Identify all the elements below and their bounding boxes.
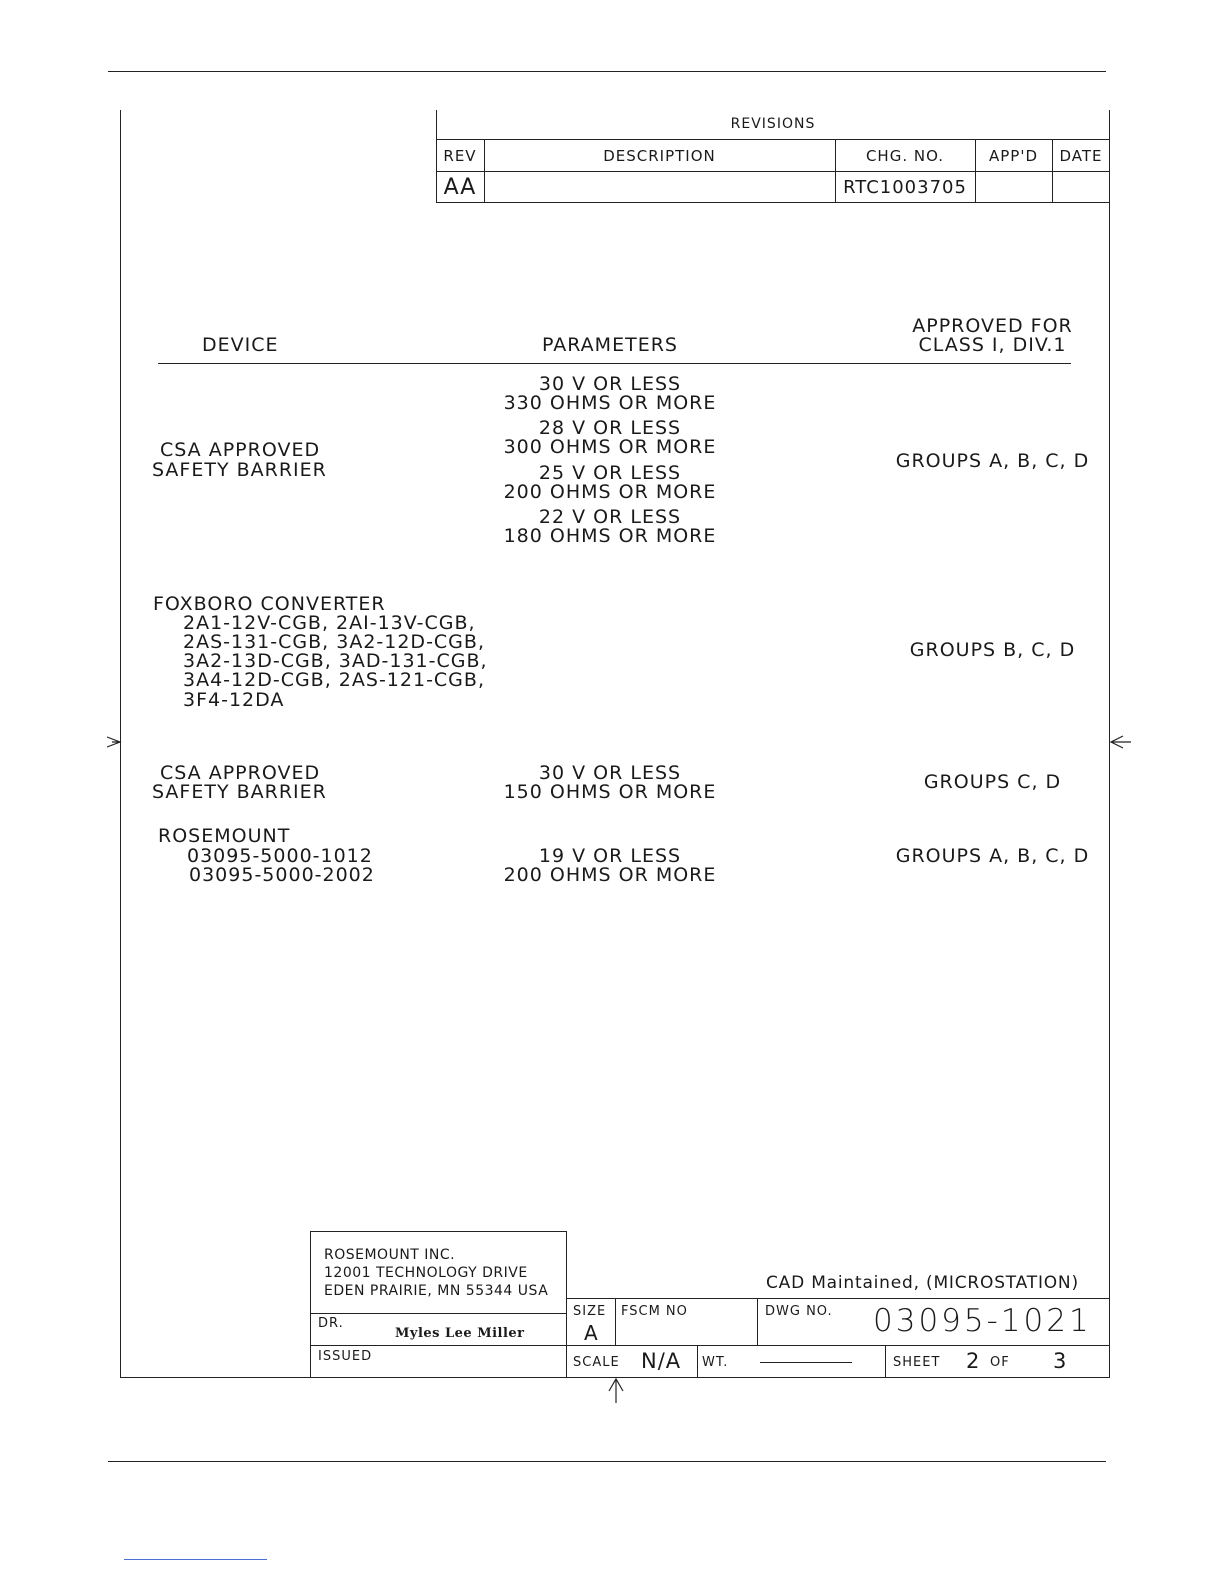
device-line: 03095-5000-1012 — [187, 845, 373, 867]
parameter-line: 19 V OR LESS — [538, 845, 682, 867]
device-line: 03095-5000-2002 — [189, 864, 375, 886]
header-underline — [158, 363, 1071, 364]
groups-value: GROUPS B, C, D — [909, 639, 1076, 661]
chg-no-header: CHG. NO. — [865, 147, 945, 165]
device-column-header: DEVICE — [202, 334, 279, 356]
parameter-line: 28 V OR LESS — [538, 417, 682, 439]
parameter-line: 150 OHMS OR MORE — [503, 781, 717, 803]
left-center-marker-icon — [106, 734, 122, 750]
device-line: CSA APPROVED — [160, 439, 321, 461]
description-header: DESCRIPTION — [603, 147, 716, 165]
parameter-line: 25 V OR LESS — [538, 462, 682, 484]
top-page-rule — [108, 71, 1106, 72]
parameter-line: 200 OHMS OR MORE — [503, 864, 717, 886]
footer-link-underline — [124, 1559, 267, 1560]
size-value: A — [584, 1321, 599, 1345]
parameter-line: 30 V OR LESS — [538, 373, 682, 395]
parameters-column-header: PARAMETERS — [542, 334, 678, 356]
device-line: FOXBORO CONVERTER — [153, 593, 386, 615]
rev-header: REV — [443, 147, 477, 165]
right-center-marker-icon — [1109, 734, 1133, 750]
dwg-no-label: DWG NO. — [765, 1304, 833, 1319]
scale-value: N/A — [641, 1349, 682, 1373]
groups-value: GROUPS A, B, C, D — [895, 450, 1090, 472]
parameter-line: 22 V OR LESS — [538, 506, 682, 528]
parameter-line: 180 OHMS OR MORE — [503, 525, 717, 547]
appd-header: APP'D — [988, 147, 1039, 165]
cad-maintained-note: CAD Maintained, (MICROSTATION) — [766, 1273, 1079, 1293]
dr-label: DR. — [318, 1316, 344, 1331]
weight-blank-line — [760, 1362, 852, 1363]
bottom-center-marker-icon — [607, 1377, 625, 1405]
device-line: CSA APPROVED — [160, 762, 321, 784]
approved-header-line1: APPROVED FOR — [912, 315, 1073, 337]
sheet-total: 3 — [1053, 1349, 1068, 1373]
company-line: ROSEMOUNT INC. — [324, 1247, 456, 1263]
of-label: OF — [990, 1355, 1010, 1370]
device-line: 3F4-12DA — [183, 689, 285, 711]
revisions-title: REVISIONS — [730, 116, 816, 132]
scale-label: SCALE — [573, 1355, 620, 1370]
fscm-label: FSCM NO — [621, 1304, 688, 1319]
date-header: DATE — [1059, 147, 1103, 165]
device-line: 3A4-12D-CGB, 2AS-121-CGB, — [183, 669, 485, 691]
device-line: 3A2-13D-CGB, 3AD-131-CGB, — [183, 650, 488, 672]
sheet-label: SHEET — [893, 1355, 941, 1370]
parameter-line: 200 OHMS OR MORE — [503, 481, 717, 503]
parameter-line: 330 OHMS OR MORE — [503, 392, 717, 414]
device-line: ROSEMOUNT — [158, 825, 291, 847]
wt-label: WT. — [702, 1355, 729, 1370]
sheet-number: 2 — [966, 1349, 981, 1373]
groups-value: GROUPS A, B, C, D — [895, 845, 1090, 867]
chg-no-value: RTC1003705 — [843, 177, 967, 198]
parameter-line: 30 V OR LESS — [538, 762, 682, 784]
drafter-signature: Myles Lee Miller — [395, 1326, 525, 1341]
issued-label: ISSUED — [318, 1349, 373, 1364]
parameter-line: 300 OHMS OR MORE — [503, 436, 717, 458]
device-line: 2AS-131-CGB, 3A2-12D-CGB, — [183, 631, 485, 653]
device-line: 2A1-12V-CGB, 2AI-13V-CGB, — [183, 612, 476, 634]
device-line: SAFETY BARRIER — [152, 781, 327, 803]
company-line: EDEN PRAIRIE, MN 55344 USA — [324, 1283, 549, 1299]
size-label: SIZE — [573, 1304, 607, 1319]
device-line: SAFETY BARRIER — [152, 459, 327, 481]
dwg-no-value: 03095-1021 — [873, 1303, 1092, 1339]
bottom-page-rule — [108, 1461, 1106, 1462]
approved-header-line2: CLASS I, DIV.1 — [918, 334, 1067, 356]
groups-value: GROUPS C, D — [923, 771, 1062, 793]
company-line: 12001 TECHNOLOGY DRIVE — [324, 1265, 528, 1281]
rev-value: AA — [443, 175, 477, 200]
